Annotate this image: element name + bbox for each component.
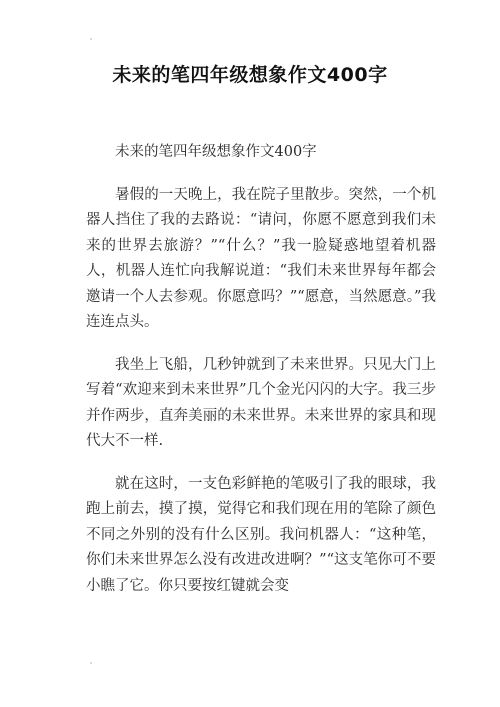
article-body (86, 140, 436, 616)
paragraph-3: 就在这时，一支色彩鲜艳的笔吸引了我的眼球，我跑上前去，摸了摸，觉得它和我们现在用的笔除了颜色不同之外别的没有什么区别。我问机器人：“这种笔，你们未来世界怎么没有改进改进啊？”“这支笔你可不要小瞧了它。你只要按红键就会变 (86, 475, 436, 594)
paragraph-1: 暑假的一天晚上，我在院子里散步。突然，一个机器人挡住了我的去路说：“请问，你愿不愿意到我们未来的世界去旅游？”“什么？”我一脸疑惑地望着机器人，机器人连忙向我解说道：“我们未来世界每年都会邀请一个人去参观。你愿意吗？”“愿意，当然愿意。”我连连点头。 (86, 186, 436, 330)
article-subtitle: 未来的笔四年级想象作文400字 (115, 144, 317, 160)
corner-mark (90, 662, 92, 664)
page-title: 未来的笔四年级想象作文400字 (112, 64, 388, 86)
corner-mark (90, 38, 92, 40)
paragraph-2: 我坐上飞船，几秒钟就到了未来世界。只见大门上写着“欢迎来到未来世界”几个金光闪闪的大字。我三步并作两步，直奔美丽的未来世界。未来世界的家具和现代大不一样. (86, 356, 436, 449)
